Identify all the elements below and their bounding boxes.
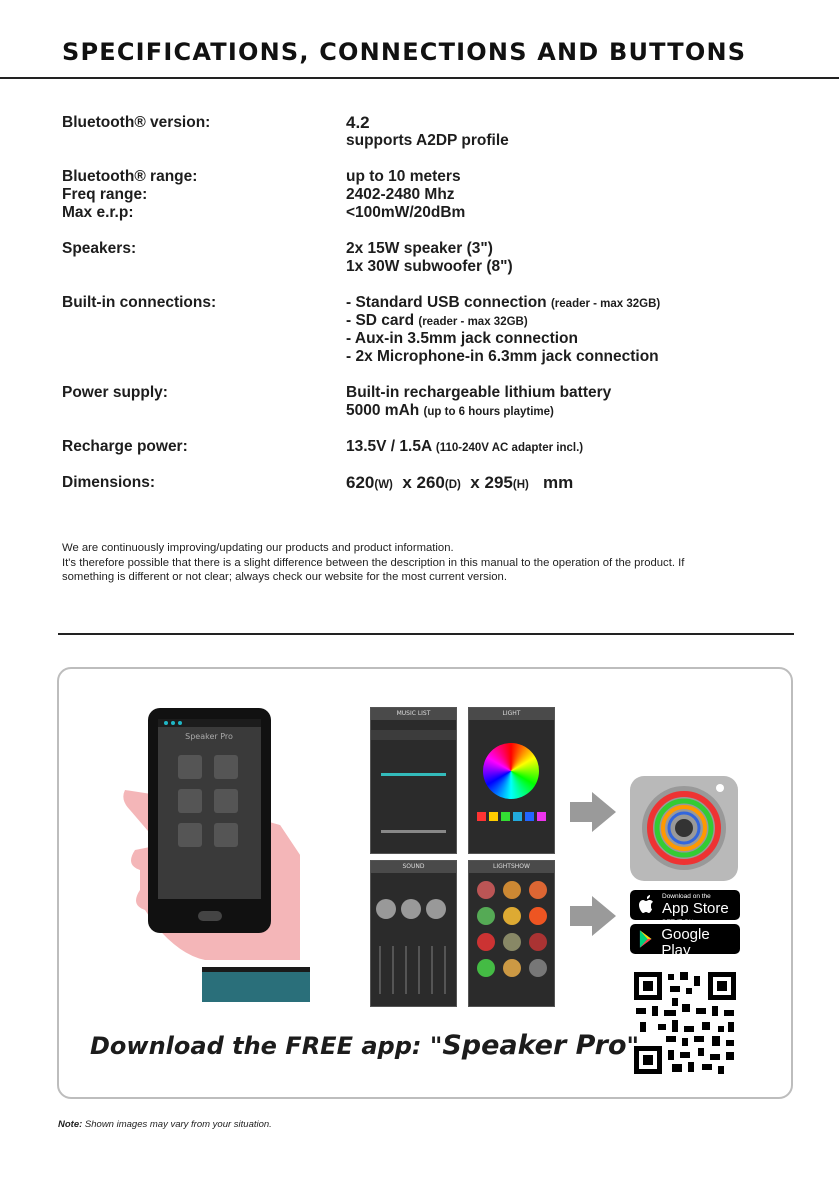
note-label: Note:	[58, 1119, 83, 1130]
dim-depth: 260	[416, 473, 445, 492]
spec-table	[62, 114, 782, 492]
arrow-right-icon	[570, 896, 616, 936]
spec-value	[346, 474, 573, 492]
download-prefix: Download the FREE app: "	[90, 1032, 443, 1060]
spec-value-text: - SD card	[346, 312, 415, 329]
download-suffix: "	[626, 1032, 640, 1060]
dim-unit: mm	[543, 473, 574, 492]
spec-value-note: (110-240V AC adapter incl.)	[435, 442, 584, 454]
spec-value-text: 5000 mAh	[346, 402, 420, 419]
spec-value	[346, 384, 611, 420]
screenshot-title: SOUND	[371, 861, 456, 873]
app-store-badge[interactable]	[630, 890, 740, 920]
google-play-icon	[638, 929, 655, 949]
spec-value-line: Built-in rechargeable lithium battery	[346, 384, 612, 401]
spec-value-line: 2x 15W speaker (3")	[346, 240, 493, 257]
title-rule	[0, 77, 839, 79]
spec-value	[346, 204, 465, 222]
lightshow-grid	[477, 881, 547, 977]
spec-label: Freq range:	[62, 186, 148, 203]
music-progress	[381, 830, 446, 833]
dim-depth-unit: (D)	[444, 479, 461, 491]
disclaimer-line: something is different or not clear; always check our website for the most current version.	[62, 571, 507, 583]
spec-value-line	[346, 402, 611, 420]
spec-speakers	[62, 240, 782, 276]
spec-value-text: - Standard USB connection	[346, 294, 547, 311]
spec-value-line	[346, 438, 583, 456]
dim-height: 295	[484, 473, 513, 492]
spec-value-line: 1x 30W subwoofer (8")	[346, 258, 513, 275]
screenshot-title: LIGHTSHOW	[469, 861, 554, 873]
speaker-pro-app-icon[interactable]	[630, 776, 738, 881]
color-wheel	[483, 743, 539, 799]
qr-code[interactable]	[632, 970, 738, 1076]
app-screenshot-lightshow	[468, 860, 555, 1007]
music-text-line	[381, 773, 446, 776]
spec-power-supply	[62, 384, 782, 420]
spec-value-text: 13.5V / 1.5A	[346, 438, 432, 455]
google-play-top: GET IT ON	[661, 919, 694, 926]
app-store-main: App Store	[662, 900, 729, 917]
spec-label: Dimensions:	[62, 474, 156, 491]
phone-app-title: Speaker Pro	[185, 732, 233, 741]
spec-value-line: - 2x Microphone-in 6.3mm jack connection	[346, 348, 659, 365]
color-swatches	[477, 812, 546, 821]
spec-bluetooth-range	[62, 168, 782, 186]
section-divider	[58, 633, 794, 635]
screenshot-title: LIGHT	[469, 708, 554, 720]
spec-value	[346, 438, 583, 456]
google-play-badge[interactable]	[630, 919, 740, 959]
spec-value-line: - Aux-in 3.5mm jack connection	[346, 330, 578, 347]
download-app-text	[90, 1030, 639, 1061]
disclaimer-line: We are continuously improving/updating our products and product information.	[62, 542, 454, 554]
dim-width: 620	[346, 473, 375, 492]
google-play-main: Google Play	[661, 926, 710, 959]
spec-connections	[62, 294, 782, 366]
spec-label: Max e.r.p:	[62, 204, 134, 221]
screenshot-title: MUSIC LIST	[371, 708, 456, 720]
spec-value-line: 4.2	[346, 113, 370, 132]
spec-value	[346, 240, 513, 276]
spec-dimensions	[62, 474, 782, 492]
apple-icon	[638, 895, 656, 915]
spec-value	[346, 168, 461, 186]
disclaimer-line: It's therefore possible that there is a slight difference between the description in this manual to the operation of the product. If	[62, 556, 685, 569]
spec-value-line: up to 10 meters	[346, 168, 461, 185]
spec-recharge	[62, 438, 782, 456]
spec-freq-range	[62, 186, 782, 204]
spec-value	[346, 294, 660, 366]
eq-sliders	[379, 946, 448, 994]
spec-value-note: (reader - max 32GB)	[418, 316, 528, 328]
download-app-name: Speaker Pro	[442, 1030, 627, 1061]
app-screenshot-light	[468, 707, 555, 854]
spec-label: Bluetooth® range:	[62, 168, 198, 185]
spec-label: Built-in connections:	[62, 294, 217, 311]
spec-value-note: (reader - max 32GB)	[550, 298, 661, 310]
spec-value-line	[346, 312, 660, 330]
spec-value-line: supports A2DP profile	[346, 132, 509, 149]
spec-value	[346, 186, 455, 204]
music-toolbar	[371, 730, 456, 740]
eq-knobs	[376, 899, 446, 919]
spec-label: Power supply:	[62, 384, 168, 401]
dim-width-unit: (W)	[374, 479, 393, 491]
spec-label: Speakers:	[62, 240, 137, 257]
app-screenshot-music	[370, 707, 457, 854]
note-text: Shown images may vary from your situation.	[82, 1119, 272, 1130]
spec-label: Recharge power:	[62, 438, 188, 455]
app-screenshot-sound	[370, 860, 457, 1007]
spec-max-erp	[62, 204, 782, 222]
spec-value	[346, 114, 509, 150]
spec-value-line: 2402-2480 Mhz	[346, 186, 455, 203]
dim-height-unit: (H)	[512, 479, 529, 491]
page-title: SPECIFICATIONS, CONNECTIONS AND BUTTONS	[62, 38, 747, 66]
hand-phone-illustration	[120, 705, 320, 1010]
spec-label: Bluetooth® version:	[62, 114, 211, 131]
spec-bluetooth-version	[62, 114, 782, 150]
spec-value-line	[346, 294, 660, 312]
app-store-top: Download on the	[662, 893, 711, 900]
disclaimer	[62, 541, 782, 585]
spec-value-line: 620(W) x 260(D) x 295(H) mm	[346, 473, 574, 492]
footer-note	[58, 1119, 272, 1130]
arrow-right-icon	[570, 792, 616, 832]
spec-value-note: (up to 6 hours playtime)	[423, 406, 554, 418]
spec-value-line: <100mW/20dBm	[346, 204, 466, 221]
